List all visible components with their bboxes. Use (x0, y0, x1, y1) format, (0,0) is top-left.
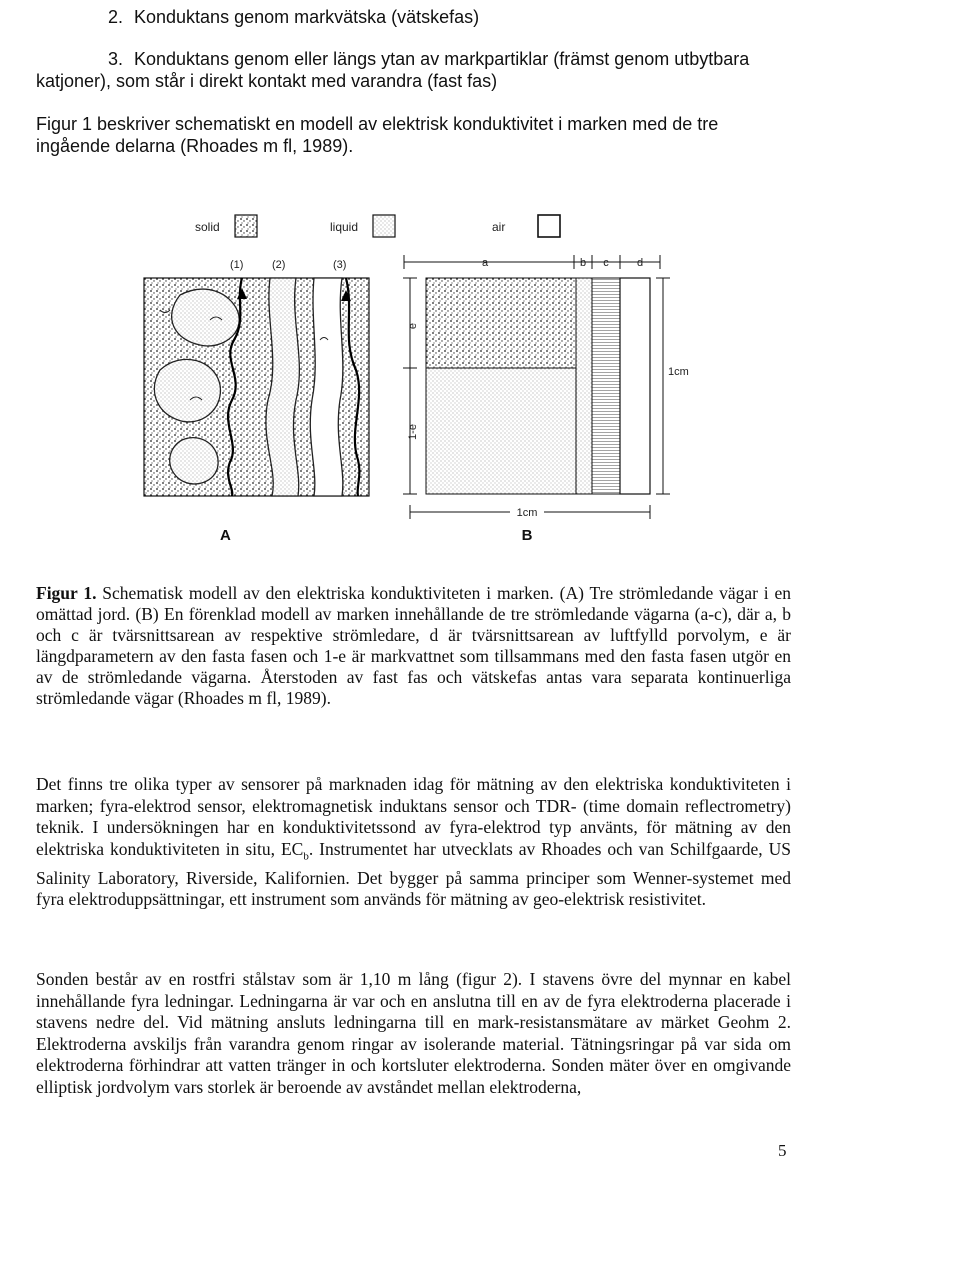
dim-bottom-1cm: 1cm (516, 507, 538, 519)
list-item-2 (108, 6, 479, 28)
panel-b-diagram (426, 278, 650, 494)
legend-liquid-label: liquid (330, 220, 359, 234)
list-number: 2. (108, 7, 124, 27)
figure-caption (36, 583, 791, 709)
dim-b: b (579, 257, 587, 269)
dim-right-1cm: 1cm (668, 366, 689, 378)
panel-b-right-dimension (656, 278, 670, 494)
legend-air-swatch (538, 215, 560, 237)
list-text: Konduktans genom eller längs ytan av markpartiklar (främst genom utbytbara (134, 49, 750, 69)
figure-1 (120, 200, 700, 560)
dim-a: a (481, 257, 489, 269)
list-number: 3. (108, 49, 124, 69)
list-item-3 (36, 48, 848, 92)
panel-b-label: B (521, 527, 533, 544)
figure-diagram (120, 200, 700, 560)
page-number: 5 (778, 1141, 787, 1160)
ec-subscript: b (303, 850, 309, 863)
legend-solid-swatch (235, 215, 257, 237)
path-label-3: (3) (333, 259, 347, 271)
legend-liquid-swatch (373, 215, 395, 237)
path-label-1: (1) (230, 259, 244, 271)
body-paragraph-1 (36, 774, 791, 911)
caption-text: Schematisk modell av den elektriska konduktiviteten i marken. (A) Tre strömledande vägar i en omättad jord. (B) En förenklad modell av marken innehållande de tre strömledande vägarna (a-c), där a, b och c är tvärsnittsarean av respektive strömledare, d är tvärsnittsarean av luftfylld porvolym, e är längdparametern av den fasta fasen och 1-e är markvattnet som tillsammans med den fasta fasen utgör en av de strömledande vägarna. Återstoden av fast fas och vätskefas antas vara separata kontinuerliga strömledande vägar (Rhoades m fl, 1989). (36, 583, 791, 708)
panel-a-label: A (220, 527, 231, 544)
legend-solid-label: solid (195, 220, 220, 234)
panel-b-top-dimensions (404, 255, 660, 269)
panel-b-left-dimensions (403, 278, 417, 494)
panel-a-diagram (144, 278, 369, 496)
intro-paragraph: Figur 1 beskriver schematiskt en modell av elektrisk konduktivitet i marken med de tre ingående delarna (Rhoades m fl, 1989). (36, 114, 719, 156)
dim-d: d (636, 257, 644, 269)
list-text-continuation: katjoner), som står i direkt kontakt med varandra (fast fas) (36, 71, 498, 91)
list-text: Konduktans genom markvätska (vätskefas) (134, 7, 480, 27)
dim-c: c (603, 257, 609, 269)
path-label-2: (2) (272, 259, 286, 271)
dim-1-minus-e: 1-e (407, 424, 419, 440)
paragraph-1-text-after: . Instrumentet har utvecklats av Rhoades och van Schilfgaarde, US Salinity Laboratory, Riverside, Kalifornien. Det bygger på samma principer som Wenner-systemet med fyra elektroduppsättningar, ett instrument som används för mätning av geo-elektrisk resistivitet. (36, 838, 791, 910)
paragraph-1-text: Det finns tre olika typer av sensorer på marknaden idag för mätning av den elektriska konduktiviteten i marken; fyra-elektrod sensor, elektromagnetisk induktans sensor och TDR- (time domain reflectrometry) teknik. I undersökningen har en konduktivitetssond av fyra-elektrod typ använts, för mätning av den elektriska konduktiviteten in situ, EC (36, 774, 791, 859)
body-paragraph-2: Sonden består av en rostfri stålstav som är 1,10 m lång (figur 2). I stavens övre del mynnar en kabel innehållande fyra ledningar. Ledningarna är var och en anslutna till en av de fyra elektroderna placerade i stavens nedre del. Vid mätning ansluts ledningarna till en mark-resistansmätare av märket Geohm 2. Elektroderna avskiljs från varandra genom ringar av isolerande material. Tätningsringar på var sida om elektroderna förhindrar att vatten tränger in och kortsluter elektroderna. Sonden mäter över en omgivande elliptisk jordvolym vars storlek är beroende av avståndet mellan elektroderna, (36, 969, 791, 1097)
legend-air-label: air (492, 220, 506, 234)
caption-label: Figur 1. (36, 583, 97, 603)
dim-e: e (407, 322, 419, 330)
